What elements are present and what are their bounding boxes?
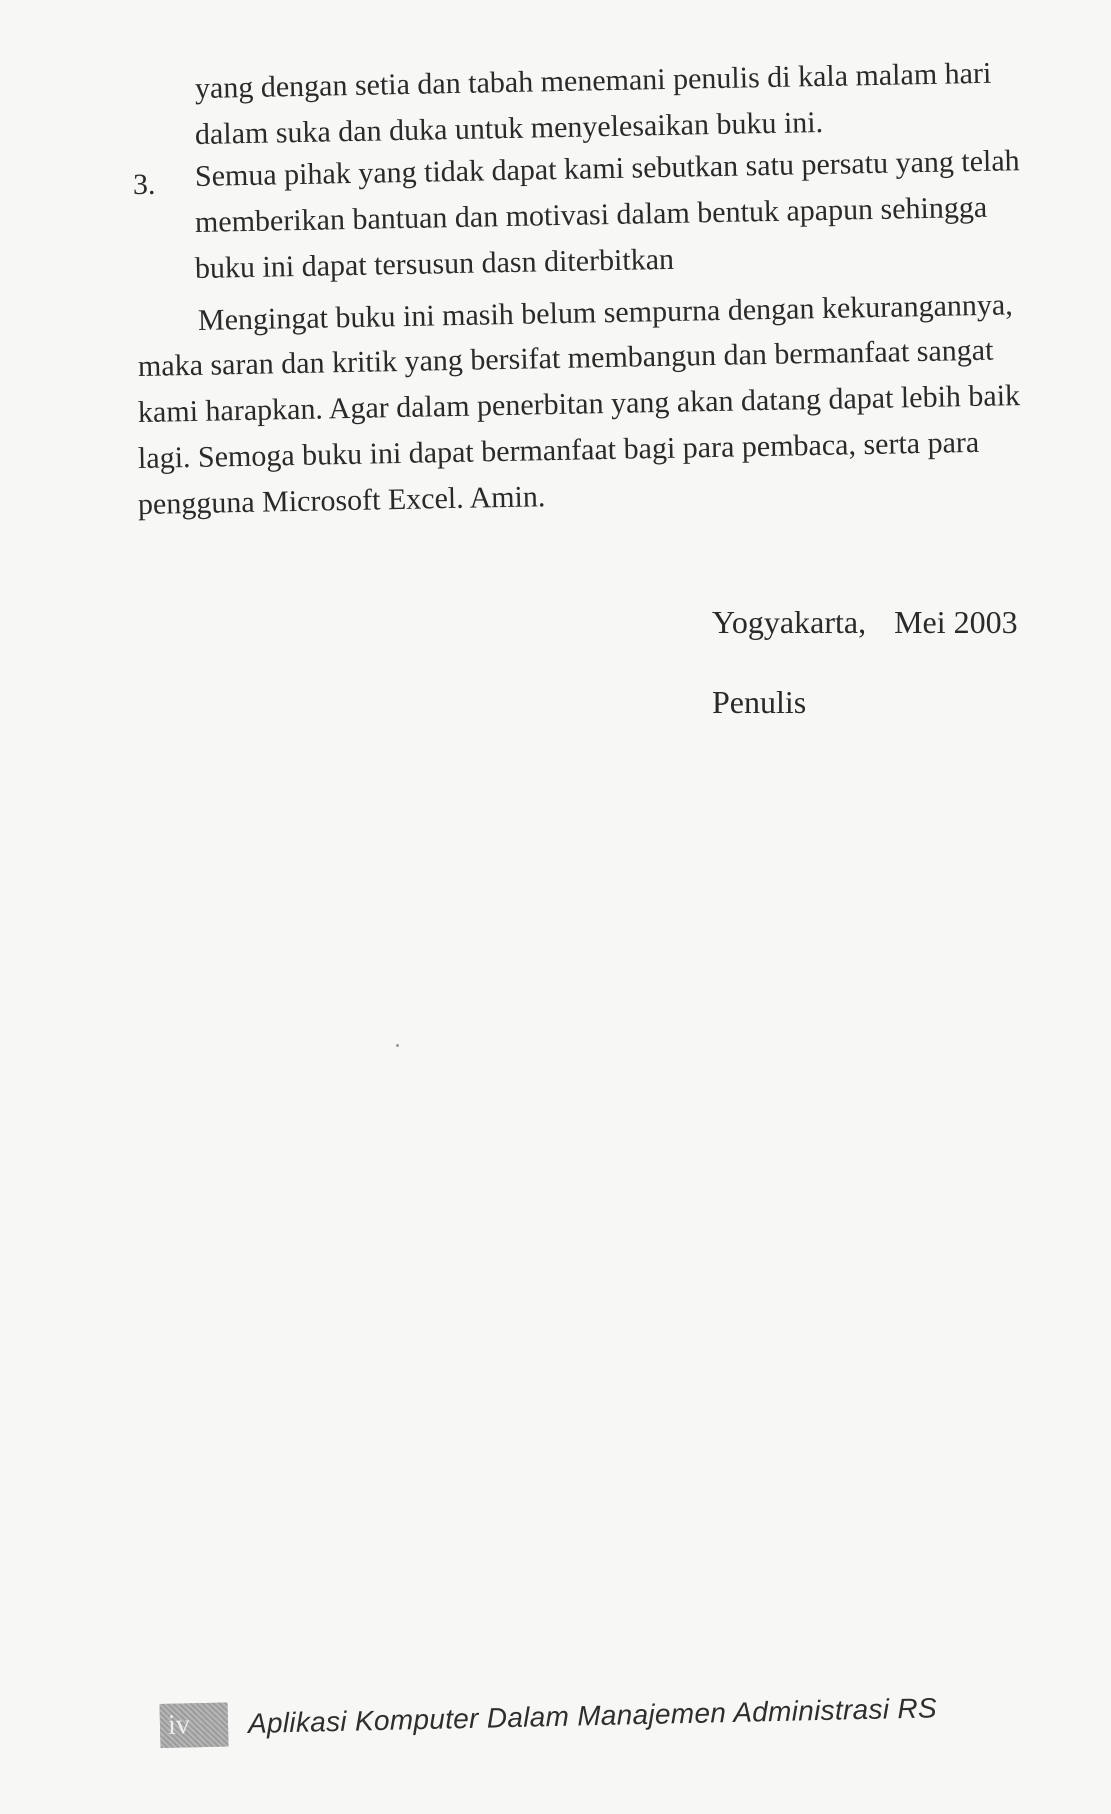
author-signature: Penulis (712, 684, 807, 720)
place-date (712, 602, 1018, 642)
list-item-2-continuation-line-1: yang dengan setia dan tabah menemani penulis di kala malam hari (194, 56, 992, 105)
scan-speck (396, 1044, 399, 1047)
paragraph-line-4: lagi. Semoga buku ini dapat bermanfaat bagi para pembaca, serta para (137, 425, 980, 475)
list-item-3-line-1: Semua pihak yang tidak dapat kami sebutkan satu persatu yang telah (194, 144, 1020, 193)
paragraph-line-1: Mengingat buku ini masih belum sempurna dengan kekurangannya, (197, 288, 1013, 337)
paragraph-line-2: maka saran dan kritik yang bersifat membangun dan bermanfaat sangat (137, 333, 994, 383)
paragraph-line-3: kami harapkan. Agar dalam penerbitan yang akan datang dapat lebih baik (137, 379, 1021, 429)
book-title: Aplikasi Komputer Dalam Manajemen Administrasi RS (247, 1692, 938, 1739)
place: Yogyakarta, (712, 604, 867, 640)
list-item-3-line-3: buku ini dapat tersusun dasn diterbitkan (194, 242, 675, 285)
list-item-3-number: 3. (133, 168, 156, 201)
list-item-3-line-2: memberikan bantuan dan motivasi dalam bentuk apapun sehingga (194, 190, 988, 239)
paragraph-line-5: pengguna Microsoft Excel. Amin. (137, 480, 546, 521)
list-item-2-continuation-line-2: dalam suka dan duka untuk menyelesaikan buku ini. (194, 105, 824, 151)
page-number: iv (160, 1702, 229, 1748)
date: Mei 2003 (894, 604, 1018, 640)
page-footer (159, 1683, 990, 1748)
